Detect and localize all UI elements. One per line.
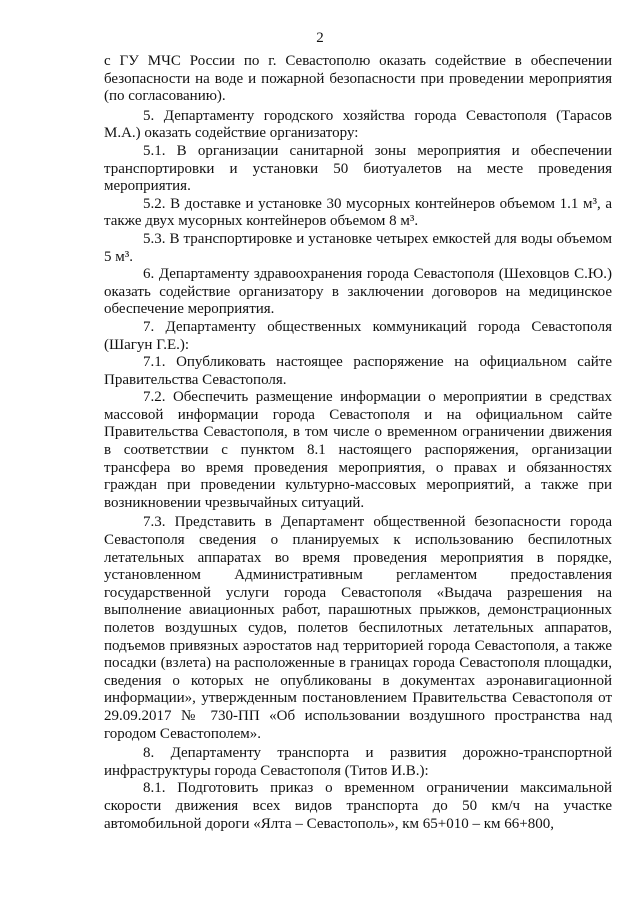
paragraph-item-6: 6. Департаменту здравоохранения города Севастополя (Шеховцов С.Ю.) оказать содействие организатору в заключении договоров на медицинское обеспечение мероприятия. — [104, 266, 612, 318]
paragraph-item-5-3: 5.3. В транспортировке и установке четырех емкостей для воды объемом 5 м³. — [104, 230, 612, 265]
paragraph-item-8-1: 8.1. Подготовить приказ о временном ограничении максимальной скорости движения всех видов транспорта до 50 км/ч на участке автомобильной дороги «Ялта – Севастополь», км 65+010 – км 66+800, — [104, 780, 612, 832]
document-body — [104, 53, 612, 833]
paragraph-item-8: 8. Департаменту транспорта и развития дорожно-транспортной инфраструктуры города Севастополя (Титов И.В.): — [104, 745, 612, 779]
paragraph-continuation: с ГУ МЧС России по г. Севастополю оказать содействие в обеспечении безопасности на воде и пожарной безопасности при проведении мероприятия (по согласованию). — [104, 53, 612, 105]
paragraph-item-5-2: 5.2. В доставке и установке 30 мусорных контейнеров объемом 1.1 м³, а также двух мусорных контейнеров объемом 8 м³. — [104, 195, 612, 230]
paragraph-item-5: 5. Департаменту городского хозяйства города Севастополя (Тарасов М.А.) оказать содействие организатору: — [104, 107, 612, 142]
paragraph-item-7-2: 7.2. Обеспечить размещение информации о мероприятии в средствах массовой информации города Севастополя и на официальном сайте Правительства Севастополя, в том числе о временном ограничении движения в соответствии с пунктом 8.1 настоящего распоряжения, организации трансфера во время проведения мероприятия, о правах и обязанностях граждан при проведении культурно-массовых мероприятий, а также при возникновении чрезвычайных ситуаций. — [104, 389, 612, 511]
paragraph-item-5-1: 5.1. В организации санитарной зоны мероприятия и обеспечении транспортировки и установки 50 биотуалетов на месте проведения мероприятия. — [104, 142, 612, 195]
paragraph-item-7-3: 7.3. Представить в Департамент общественной безопасности города Севастополя сведения о планируемых к использованию беспилотных летательных аппаратах во время проведения мероприятия в порядке, установленном Административным регламентом предоставления государственной услуги города Севастополя «Выдача разрешения на выполнение авиационных работ, парашютных прыжков, демонстрационных полетов воздушных судов, полетов беспилотных летательных аппаратов, подъемов привязных аэростатов над территорией города Севастополя, а также посадки (взлета) на расположенные в границах города Севастополя площадки, сведения о которых не опубликованы в документах аэронавигационной информации», утвержденным постановлением Правительства Севастополя от 29.09.2017 № 730-ПП «Об использовании воздушного пространства над городом Севастополем». — [104, 514, 612, 742]
paragraph-item-7-1: 7.1. Опубликовать настоящее распоряжение на официальном сайте Правительства Севастополя. — [104, 354, 612, 388]
page-number: 2 — [316, 30, 324, 46]
paragraph-item-7: 7. Департаменту общественных коммуникаций города Севастополя (Шагун Г.Е.): — [104, 318, 612, 353]
